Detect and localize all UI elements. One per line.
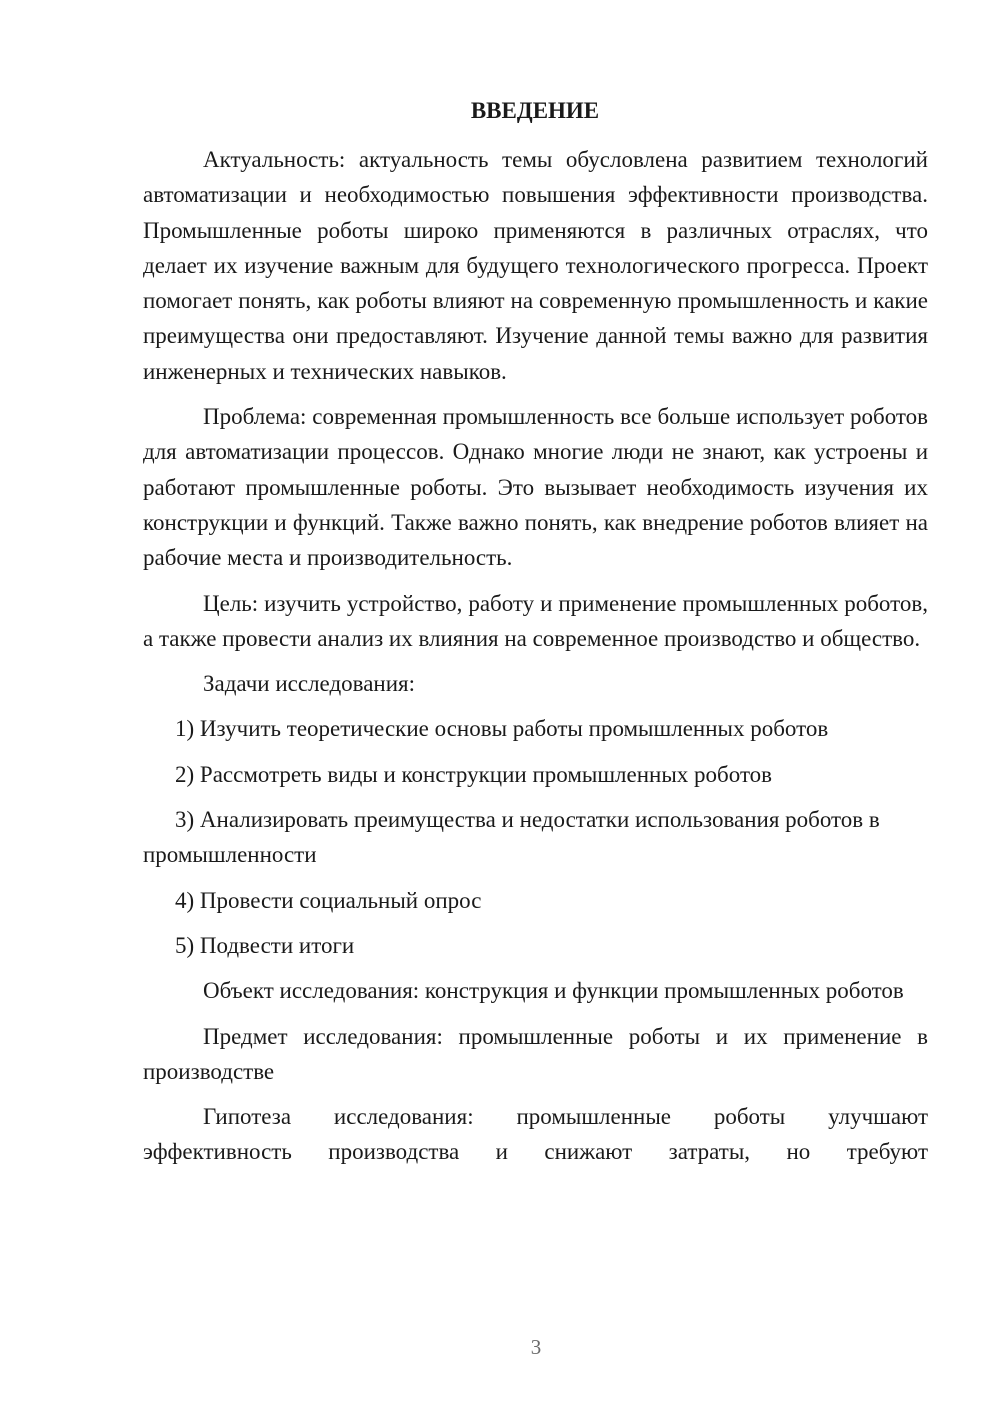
tasks-heading: Задачи исследования: xyxy=(203,671,416,697)
page-title: ВВЕДЕНИЕ xyxy=(470,98,600,123)
task-item: 4) Провести социальный опрос xyxy=(175,887,482,913)
paragraph-problem: Проблема: современная промышленность все больше использует роботов для автоматизации процессов. Однако многие люди не знают, как устроены и работают промышленные роботы. Это вызывает необходимость изучения их конструкции и функций. Также важно понять, как внедрение роботов влияет на рабочие места и производительность. xyxy=(143,404,928,571)
page-number: 3 xyxy=(530,1335,542,1359)
paragraph-relevance: Актуальность: актуальность темы обусловлена развитием технологий автоматизации и необходимостью повышения эффективности производства. Промышленные роботы широко применяются в различных отраслях, что делает их изучение важным для будущего технологического прогресса. Проект помогает понять, как роботы влияют на современную промышленность и какие преимущества они предоставляют. Изучение данной темы важно для развития инженерных и технических навыков. xyxy=(143,147,928,384)
task-item: 3) Анализировать преимущества и недостатки использования роботов в промышленности xyxy=(143,807,880,868)
paragraph-hypothesis: Гипотеза исследования: промышленные роботы улучшают эффективность производства и снижают затраты, но требуют xyxy=(143,1104,928,1165)
task-item: 5) Подвести итоги xyxy=(175,932,355,958)
paragraph-goal: Цель: изучить устройство, работу и применение промышленных роботов, а также провести анализ их влияния на современное производство и общество. xyxy=(143,590,928,651)
paragraph-subject: Предмет исследования: промышленные роботы и их применение в производстве xyxy=(143,1023,928,1084)
document-body xyxy=(143,142,928,1180)
paragraph-object: Объект исследования: конструкция и функции промышленных роботов xyxy=(203,978,904,1004)
task-item: 1) Изучить теоретические основы работы промышленных роботов xyxy=(175,716,829,742)
task-item: 2) Рассмотреть виды и конструкции промышленных роботов xyxy=(175,761,773,787)
